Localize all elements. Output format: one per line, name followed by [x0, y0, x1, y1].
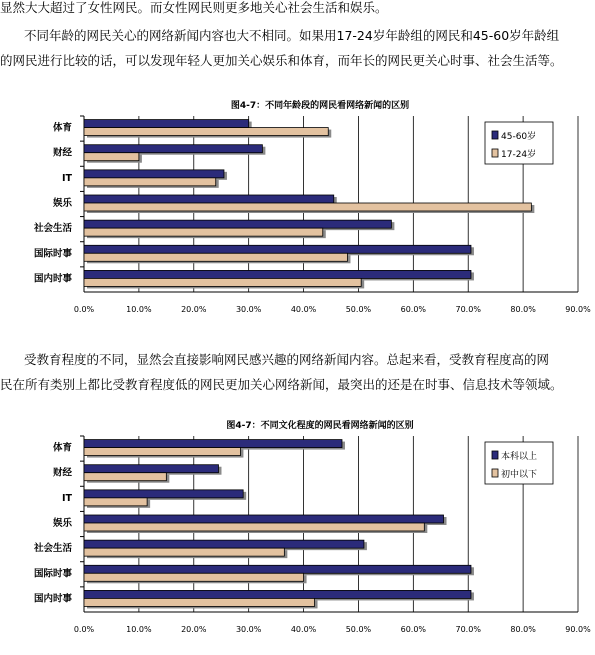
bar-series-2 [84, 448, 240, 456]
legend-swatch [492, 131, 498, 139]
category-label: 国际时事 [33, 248, 72, 260]
bar-series-2 [84, 128, 328, 136]
paragraph-2-line-1: 不同年龄的网民关心的网络新闻内容也大不相同。如果用17-24岁年龄组的网民和45-60岁年龄组 [24, 28, 560, 43]
category-label: 体育 [52, 442, 72, 454]
bar-series-1 [84, 120, 249, 128]
legend-label: 17-24岁 [501, 150, 537, 160]
x-tick-label: 90.0% [565, 625, 591, 634]
bar-series-1 [84, 465, 218, 473]
x-tick-label: 70.0% [455, 305, 481, 314]
paragraph-3-line-2: 民在所有类别上都比受教育程度低的网民更加关心网络新闻，最突出的还是在时事、信息技术等领域。 [0, 377, 563, 392]
x-tick-label: 80.0% [510, 305, 536, 314]
paragraph-2 [0, 23, 595, 73]
category-label: 财经 [52, 467, 72, 479]
x-tick-label: 10.0% [126, 305, 152, 314]
legend-label: 本科以上 [501, 452, 538, 462]
x-tick-label: 40.0% [290, 305, 317, 314]
bar-series-1 [84, 245, 471, 253]
bar-series-1 [84, 565, 471, 573]
category-label: IT [61, 492, 72, 504]
category-label: 国内时事 [33, 273, 72, 285]
x-tick-label: 50.0% [345, 305, 372, 314]
bar-series-2 [84, 523, 424, 531]
category-label: 国内时事 [33, 593, 72, 605]
legend-label: 45-60岁 [501, 132, 537, 142]
x-tick-label: 20.0% [181, 305, 207, 314]
bar-series-2 [84, 278, 361, 286]
bar-series-1 [84, 490, 243, 498]
education-comparison-chart [0, 416, 595, 638]
category-label: 娱乐 [52, 198, 72, 209]
x-tick-label: 30.0% [235, 305, 262, 314]
bar-series-1 [84, 170, 224, 178]
x-tick-label: 0.0% [73, 305, 95, 314]
paragraph-3 [0, 347, 595, 397]
bar-series-1 [84, 145, 262, 153]
category-label: 娱乐 [52, 518, 72, 529]
x-tick-label: 60.0% [400, 305, 427, 314]
x-tick-label: 90.0% [565, 305, 591, 314]
x-tick-label: 40.0% [290, 625, 317, 634]
category-label: IT [61, 172, 72, 184]
bar-series-2 [84, 598, 315, 606]
legend-swatch [492, 451, 498, 459]
bar-series-2 [84, 228, 323, 236]
x-tick-label: 20.0% [181, 625, 207, 634]
bar-series-1 [84, 220, 391, 228]
bar-series-2 [84, 153, 139, 161]
x-tick-label: 70.0% [455, 625, 481, 634]
bar-series-1 [84, 270, 471, 278]
paragraph-1: 显然大大超过了女性网民。而女性网民则更多地关心社会生活和娱乐。 [0, 0, 388, 15]
category-label: 社会生活 [33, 223, 72, 235]
x-tick-label: 0.0% [73, 625, 95, 634]
bar-series-2 [84, 498, 147, 506]
x-tick-label: 10.0% [126, 625, 152, 634]
paragraph-3-line-1: 受教育程度的不同，显然会直接影响网民感兴趣的网络新闻内容。总起来看，受教育程度高的网 [24, 352, 550, 367]
age-comparison-chart [0, 96, 595, 318]
bar-series-2 [84, 473, 166, 481]
bar-series-2 [84, 253, 347, 261]
category-label: 国际时事 [33, 568, 72, 580]
x-tick-label: 30.0% [235, 625, 262, 634]
bar-series-1 [84, 515, 444, 523]
chart-title: 图4-7：不同年龄段的网民看网络新闻的区别 [230, 101, 410, 111]
legend-swatch [492, 469, 498, 477]
bar-series-2 [84, 548, 284, 556]
x-tick-label: 50.0% [345, 625, 372, 634]
bar-series-1 [84, 590, 471, 598]
bar-series-2 [84, 203, 531, 211]
bar-series-1 [84, 540, 364, 548]
category-label: 财经 [52, 147, 72, 159]
category-label: 社会生活 [33, 543, 72, 555]
bar-series-2 [84, 573, 304, 581]
category-label: 体育 [52, 122, 72, 134]
legend-swatch [492, 149, 498, 157]
bar-series-1 [84, 440, 342, 448]
legend-label: 初中以下 [501, 470, 538, 480]
x-tick-label: 60.0% [400, 625, 427, 634]
x-tick-label: 80.0% [510, 625, 536, 634]
paragraph-2-line-2: 的网民进行比较的话，可以发现年轻人更加关心娱乐和体育，而年长的网民更关心时事、社会生活等。 [0, 53, 563, 68]
bar-series-2 [84, 178, 216, 186]
chart-title: 图4-7：不同文化程度的网民看网络新闻的区别 [226, 421, 414, 431]
bar-series-1 [84, 195, 334, 203]
